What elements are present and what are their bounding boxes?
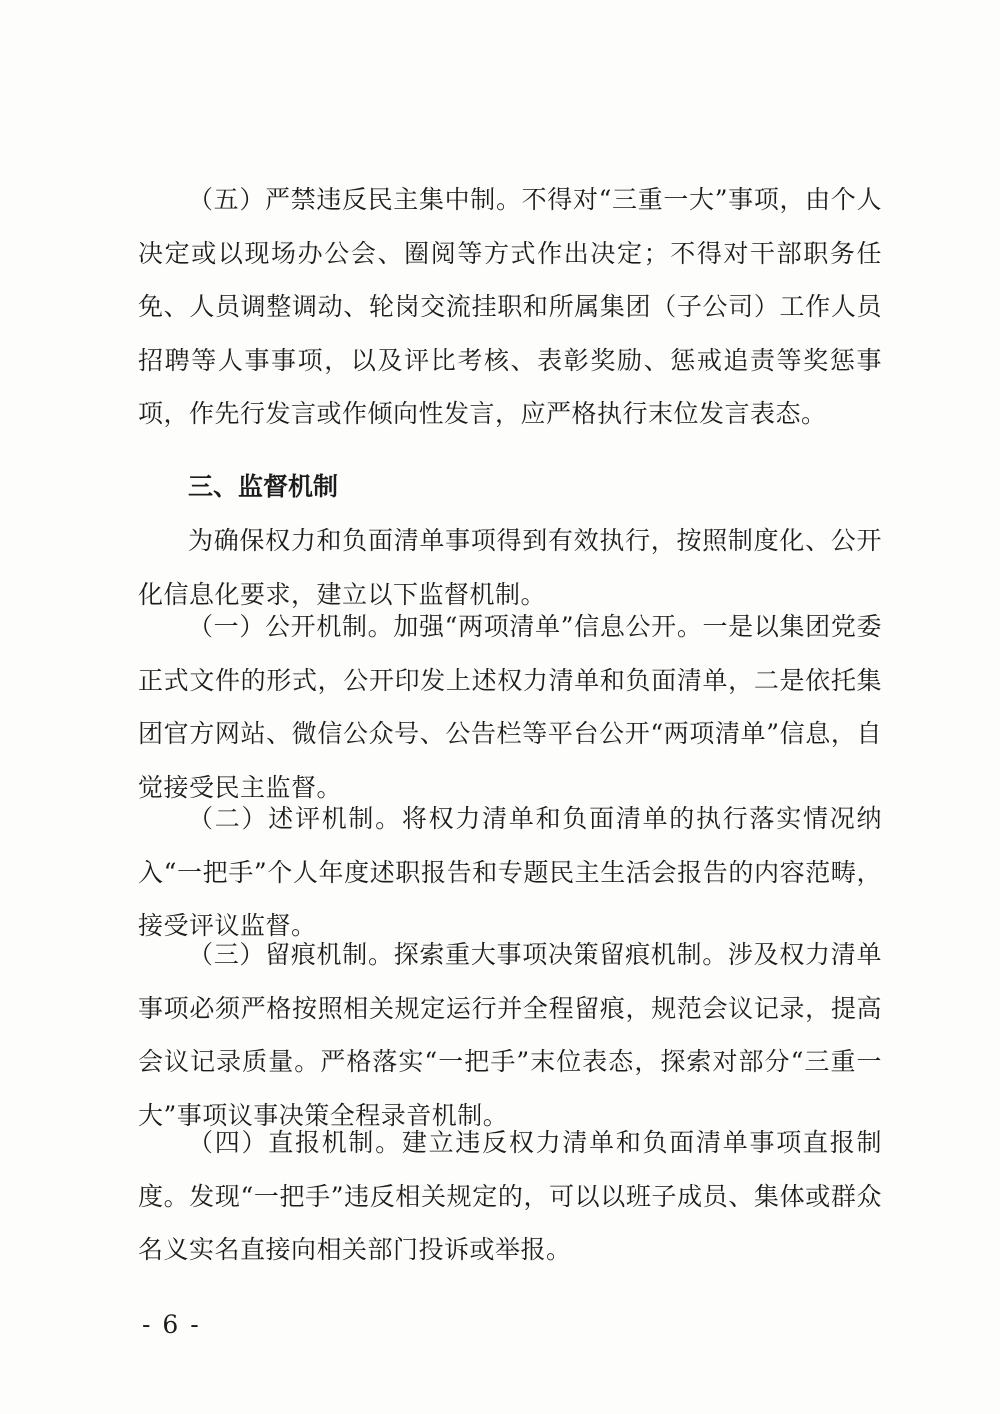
paragraph-item-3 <box>138 928 882 1142</box>
paragraph-body: 加强“两项清单”信息公开。一是以集团党委正式文件的形式，公开印发上述权力清单和负面清单，二是依托集团官方网站、微信公众号、公告栏等平台公开“两项清单”信息，自觉接受民主监督。 <box>138 612 882 802</box>
paragraph-lead: （五）严禁违反民主集中制。 <box>188 185 522 214</box>
paragraph-lead: （二）述评机制。 <box>188 804 402 833</box>
paragraph-section-5 <box>138 173 882 441</box>
paragraph-intro: 为确保权力和负面清单事项得到有效执行，按照制度化、公开化信息化要求，建立以下监督机制。 <box>138 526 882 609</box>
paragraph-body: 探索重大事项决策留痕机制。涉及权力清单事项必须严格按照相关规定运行并全程留痕，规范会议记录，提高会议记录质量。严格落实“一把手”末位表态，探索对部分“三重一大”事项议事决策全程录音机制。 <box>138 940 882 1130</box>
paragraph-item-4 <box>138 1116 882 1277</box>
paragraph-body: 不得对“三重一大”事项，由个人决定或以现场办公会、圈阅等方式作出决定；不得对干部职务任免、人员调整调动、轮岗交流挂职和所属集团（子公司）工作人员招聘等人事事项，以及评比考核、表彰奖励、惩戒追责等奖惩事项，作先行发言或作倾向性发言，应严格执行末位发言表态。 <box>138 185 882 428</box>
paragraph-body: 建立违反权力清单和负面清单事项直报制度。发现“一把手”违反相关规定的，可以以班子成员、集体或群众名义实名直接向相关部门投诉或举报。 <box>138 1128 882 1264</box>
paragraph-item-1 <box>138 600 882 814</box>
page-number: - 6 - <box>142 1310 201 1339</box>
paragraph-body: 将权力清单和负面清单的执行落实情况纳入“一把手”个人年度述职报告和专题民主生活会报告的内容范畴，接受评议监督。 <box>138 804 882 940</box>
paragraph-lead: （四）直报机制。 <box>188 1128 402 1157</box>
paragraph-lead: （一）公开机制。 <box>188 612 394 641</box>
section-heading: 三、监督机制 <box>188 472 339 501</box>
paragraph-lead: （三）留痕机制。 <box>188 940 394 969</box>
